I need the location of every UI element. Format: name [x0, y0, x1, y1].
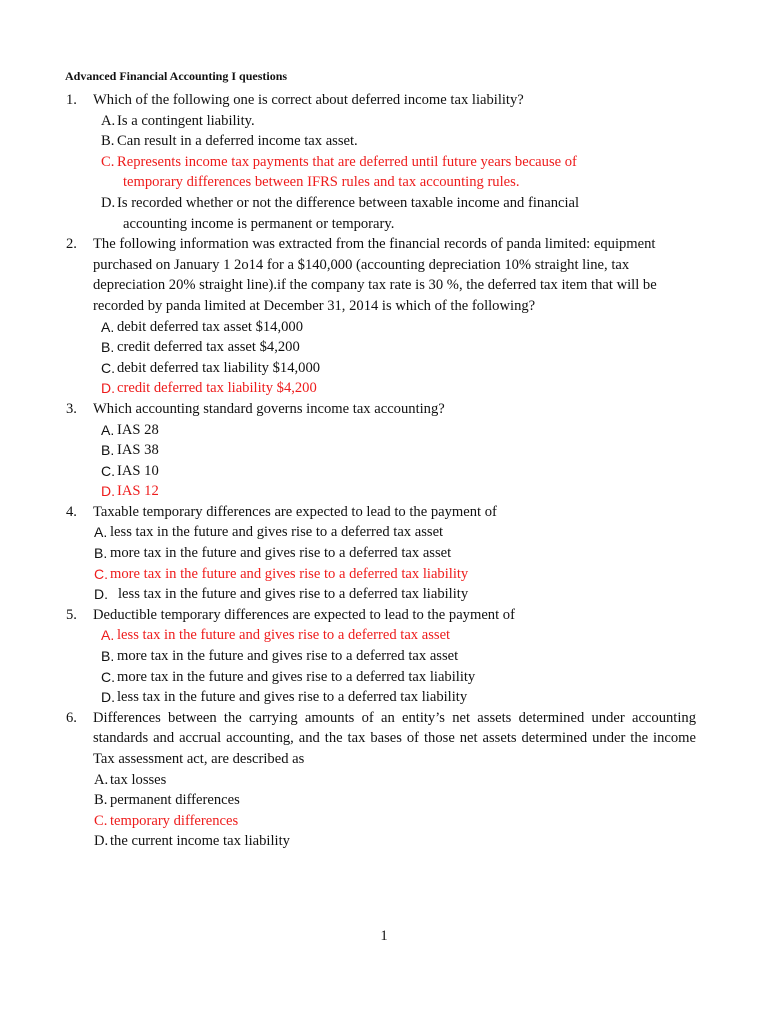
option-list	[0, 111, 768, 235]
option-text: debit deferred tax asset $14,000	[117, 318, 304, 335]
option-text: less tax in the future and gives rise to a deferred tax liability	[117, 689, 468, 706]
option-text: Can result in a deferred income tax asset.	[117, 133, 358, 150]
option-c-correct	[0, 152, 768, 193]
option-d	[0, 193, 768, 234]
question-3	[0, 399, 768, 502]
option-d-correct	[0, 378, 768, 399]
option-c-correct	[0, 811, 768, 832]
option-d-correct	[0, 481, 768, 502]
option-list	[0, 625, 768, 707]
question-text: Differences between the carrying amounts of an entity’s net assets determined under accounting standards and accrual accounting, and the tax bases of those net assets determined under the income Tax assessment act, are described as	[93, 709, 696, 767]
question-number: 2.	[66, 236, 77, 253]
option-text: Is a contingent liability.	[117, 112, 255, 129]
option-label: A.	[101, 627, 115, 644]
option-a	[0, 770, 768, 791]
option-label: D.	[101, 689, 115, 706]
option-label: C.	[101, 462, 115, 479]
option-label: A.	[101, 421, 115, 438]
option-label: B.	[94, 792, 108, 809]
option-a-correct	[0, 625, 768, 646]
option-b	[0, 131, 768, 152]
page-number: 1	[380, 928, 388, 944]
option-text	[117, 152, 608, 193]
option-b	[0, 790, 768, 811]
option-label: B.	[94, 545, 108, 562]
option-text: credit deferred tax liability $4,200	[117, 380, 317, 397]
option-label: A.	[94, 524, 108, 541]
option-list	[0, 770, 768, 852]
question-number: 6.	[66, 709, 77, 726]
option-c	[0, 358, 768, 379]
option-label: A.	[101, 318, 115, 335]
option-text: more tax in the future and gives rise to a deferred tax liability	[117, 668, 476, 685]
question-text: Deductible temporary differences are expected to lead to the payment of	[93, 606, 515, 623]
option-text: less tax in the future and gives rise to a deferred tax asset	[110, 524, 444, 541]
option-a	[0, 317, 768, 338]
option-label: D.	[101, 483, 115, 500]
option-text: more tax in the future and gives rise to a deferred tax asset	[117, 648, 459, 665]
option-a	[0, 522, 768, 543]
option-text: IAS 12	[117, 483, 159, 500]
option-c	[0, 667, 768, 688]
option-label: B.	[101, 648, 115, 665]
option-label: C.	[101, 359, 115, 376]
option-text: more tax in the future and gives rise to a deferred tax asset	[110, 545, 452, 562]
option-d	[0, 831, 768, 852]
option-c	[0, 461, 768, 482]
option-label: B.	[101, 442, 115, 459]
option-label: C.	[101, 668, 115, 685]
question-number: 3.	[66, 400, 77, 417]
option-b	[0, 337, 768, 358]
option-label: C.	[94, 565, 108, 582]
option-text: more tax in the future and gives rise to a deferred tax liability	[110, 565, 469, 582]
option-label: D.	[101, 380, 115, 397]
option-list	[0, 420, 768, 502]
option-a	[0, 420, 768, 441]
question-text: Taxable temporary differences are expected to lead to the payment of	[93, 503, 497, 520]
question-6	[0, 708, 768, 852]
option-b	[0, 440, 768, 461]
option-label: C.	[94, 812, 108, 829]
option-b	[0, 646, 768, 667]
option-label: D.	[94, 586, 108, 603]
question-text: Which of the following one is correct about deferred income tax liability?	[93, 92, 524, 108]
question-1	[0, 90, 768, 234]
option-a	[0, 111, 768, 132]
question-number: 5.	[66, 606, 77, 623]
question-4	[0, 502, 768, 605]
document-title: Advanced Financial Accounting I questions	[65, 69, 288, 83]
question-5	[0, 605, 768, 708]
option-d	[0, 584, 768, 605]
option-text: IAS 10	[117, 462, 159, 479]
option-label: B.	[101, 133, 115, 150]
option-d	[0, 687, 768, 708]
option-label: A.	[101, 112, 116, 129]
option-text: IAS 28	[117, 421, 159, 438]
option-text: the current income tax liability	[110, 833, 290, 850]
option-text: less tax in the future and gives rise to a deferred tax asset	[117, 627, 451, 644]
option-list	[0, 317, 768, 399]
option-label: D.	[94, 833, 109, 850]
option-label: C.	[101, 153, 115, 170]
option-text: debit deferred tax liability $14,000	[117, 359, 321, 376]
option-label: B.	[101, 339, 115, 356]
option-list	[0, 522, 768, 604]
question-2	[0, 234, 768, 399]
option-text: IAS 38	[117, 442, 159, 459]
question-number: 1.	[66, 92, 77, 108]
option-text: credit deferred tax asset $4,200	[117, 339, 300, 356]
option-text: Is recorded whether or not the difference between taxable income and financial accounting income is permanent or temporary.	[117, 194, 580, 232]
option-text: tax losses	[110, 771, 167, 788]
option-text-content: Represents income tax payments that are deferred until future years because of temporary differences between IFRS rules and tax accounting rules.	[117, 153, 577, 191]
question-text: Which accounting standard governs income tax accounting?	[93, 400, 445, 417]
option-b	[0, 543, 768, 564]
option-c-correct	[0, 564, 768, 585]
option-label: A.	[94, 771, 109, 788]
option-text: temporary differences	[110, 812, 239, 829]
question-text: The following information was extracted from the financial records of panda limited: equipment purchased on January 1 2o14 for a $140,000 (accounting depreciation 10% straight line, tax depreciation 20% straight line).if the company tax rate is 30 %, the deferred tax item that will be recorded by panda limited at December 31, 2014 is which of the following?	[93, 236, 657, 314]
option-label: D.	[101, 194, 116, 211]
question-number: 4.	[66, 503, 77, 520]
question-list	[0, 90, 768, 852]
option-text: permanent differences	[110, 792, 240, 809]
option-text: less tax in the future and gives rise to a deferred tax liability	[118, 586, 469, 603]
